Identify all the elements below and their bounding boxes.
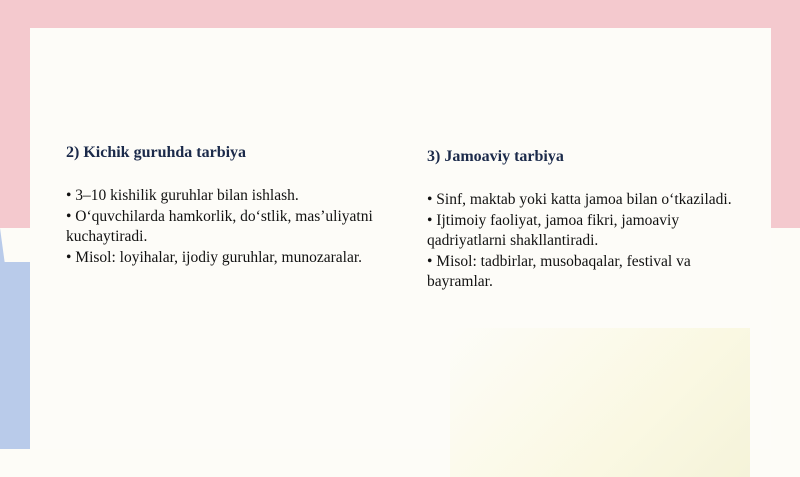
section-heading: 2) Kichik guruhda tarbiya — [66, 144, 247, 161]
slide-content — [30, 28, 771, 449]
section-small-group-education — [66, 144, 406, 268]
section-heading: 3) Jamoaviy tarbiya — [427, 148, 564, 165]
bullet-item: • Sinf, maktab yoki katta jamoa bilan o‘tkaziladi. — [427, 191, 732, 208]
background-yellow-shape — [450, 328, 750, 477]
section-collective-education — [427, 148, 747, 293]
background-blue-strip — [0, 262, 30, 449]
bullet-list — [66, 186, 406, 268]
bullet-item: • Misol: loyihalar, ijodiy guruhlar, munozaralar. — [66, 248, 363, 266]
bullet-item: • Ijtimoiy faoliyat, jamoa fikri, jamoaviy qadriyatlarni shakllantiradi. — [427, 211, 680, 249]
bullet-item: • 3–10 kishilik guruhlar bilan ishlash. — [66, 187, 299, 204]
bullet-item: • O‘quvchilarda hamkorlik, do‘stlik, mas’uliyatni kuchaytiradi. — [66, 207, 373, 245]
bullet-list — [427, 190, 747, 293]
bullet-item: • Misol: tadbirlar, musobaqalar, festival va bayramlar. — [427, 252, 691, 290]
